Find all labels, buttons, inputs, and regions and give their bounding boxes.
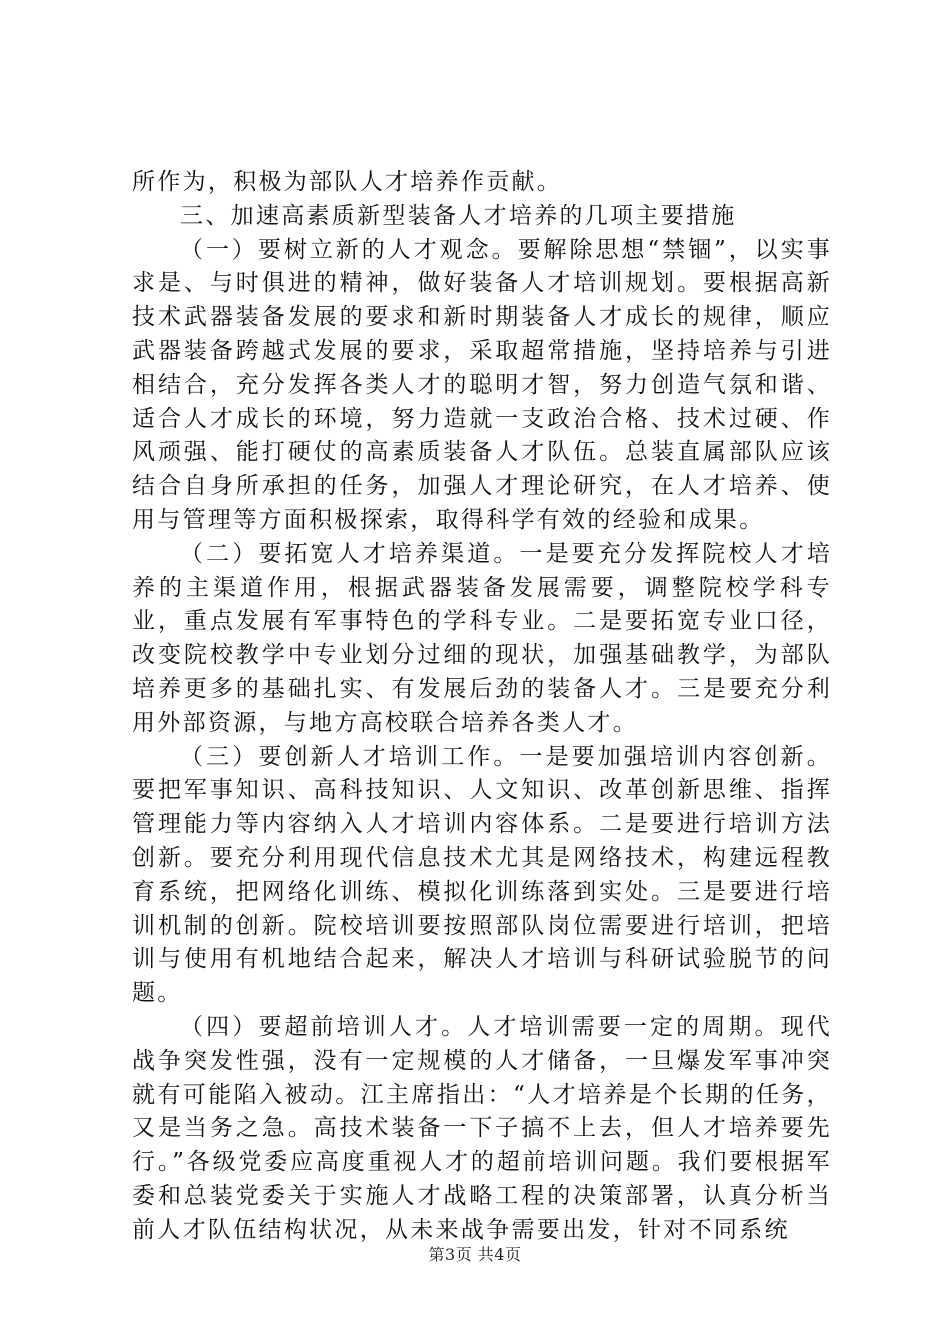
paragraph-measure-4: （四）要超前培训人才。人才培训需要一定的周期。现代战争突发性强，没有一定规模的人才储备，一旦爆发军事冲突就有可能陷入被动。江主席指出：“人才培养是个长期的任务，又是当务之急。高技术装备一下子搞不上去，但人才培养要先行。”各级党委应高度重视人才的超前培训问题。我们要根据军委和总装党委关于实施人才战略工程的决策部署，认真分析当前人才队伍结构状况，从未来战争需要出发，针对不同系统 (132, 1013, 832, 1243)
paragraph-measure-1: （一）要树立新的人才观念。要解除思想“禁锢”，以实事求是、与时俱进的精神，做好装备人才培训规划。要根据高新技术武器装备发展的要求和新时期装备人才成长的规律，顺应武器装备跨越式发展的要求，采取超常措施，坚持培养与引进相结合，充分发挥各类人才的聪明才智，努力创造气氛和谐、适合人才成长的环境，努力造就一支政治合格、技术过硬、作风顽强、能打硬仗的高素质装备人才队伍。总装直属部队应该结合自身所承担的任务，加强人才理论研究，在人才培养、使用与管理等方面积极探索，取得科学有效的经验和成果。 (132, 236, 832, 533)
paragraph-measure-2: （二）要拓宽人才培养渠道。一是要充分发挥院校人才培养的主渠道作用，根据武器装备发展需要，调整院校学科专业，重点发展有军事特色的学科专业。二是要拓宽专业口径，改变院校教学中专业划分过细的现状，加强基础教学，为部队培养更多的基础扎实、有发展后劲的装备人才。三是要充分利用外部资源，与地方高校联合培养各类人才。 (132, 540, 832, 736)
paragraph-measure-3: （三）要创新人才培训工作。一是要加强培训内容创新。要把军事知识、高科技知识、人文知识、改革创新思维、指挥管理能力等内容纳入人才培训内容体系。二是要进行培训方法创新。要充分利用现代信息技术尤其是网络技术，构建远程教育系统，把网络化训练、模拟化训练落到实处。三是要进行培训机制的创新。院校培训要按照部队岗位需要进行培训，把培训与使用有机地结合起来，解决人才培训与科研试验脱节的问题。 (132, 743, 832, 1007)
paragraph-continuation: 所作为，积极为部队人才培养作贡献。 (132, 169, 563, 195)
section-heading: 三、加速高素质新型装备人才培养的几项主要措施 (180, 202, 737, 229)
document-body (132, 166, 832, 1248)
page-number-footer: 第3页 共4页 (428, 1245, 522, 1264)
